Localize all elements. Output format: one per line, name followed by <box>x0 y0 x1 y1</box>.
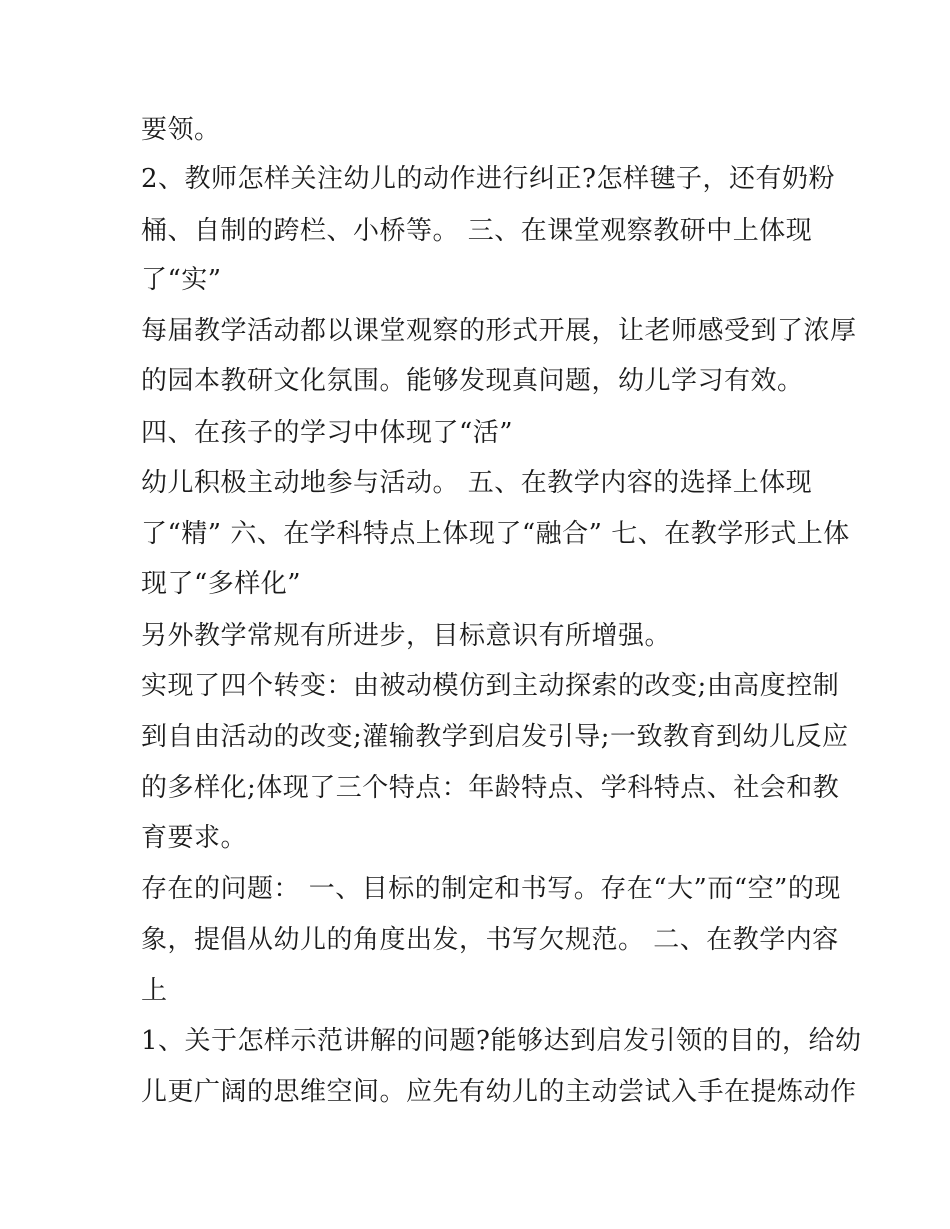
text-line: 1、关于怎样示范讲解的问题?能够达到启发引领的目的，给幼 <box>141 1026 862 1056</box>
text-line: 儿更广阔的思维空间。应先有幼儿的主动尝试入手在提炼动作 <box>141 1077 857 1107</box>
text-line: 了“实” <box>141 265 222 295</box>
text-line: 的多样化;体现了三个特点：年龄特点、学科特点、社会和教 <box>141 773 840 803</box>
text-line: 现了“多样化” <box>141 569 302 599</box>
text-line: 四、在孩子的学习中体现了“活” <box>141 418 514 448</box>
text-line: 桶、自制的跨栏、小桥等。 三、在课堂观察教研中上体现 <box>141 216 813 246</box>
text-line: 了“精” 六、在学科特点上体现了“融合” 七、在教学形式上体 <box>141 519 850 549</box>
text-line: 育要求。 <box>141 823 248 853</box>
text-line: 上 <box>141 976 168 1006</box>
text-line: 到自由活动的改变;灌输教学到启发引导;一致教育到幼儿反应 <box>141 722 849 752</box>
text-line: 2、教师怎样关注幼儿的动作进行纠正?怎样毽子，还有奶粉 <box>141 164 835 194</box>
text-line: 另外教学常规有所进步，目标意识有所增强。 <box>141 621 672 651</box>
text-line: 幼儿积极主动地参与活动。 五、在教学内容的选择上体现 <box>141 468 813 498</box>
text-line: 每届教学活动都以课堂观察的形式开展，让老师感受到了浓厚 <box>141 316 857 346</box>
text-line: 要领。 <box>141 115 221 145</box>
text-line: 象，提倡从幼儿的角度出发，书写欠规范。 二、在教学内容 <box>141 925 839 955</box>
text-line: 的园本教研文化氛围。能够发现真问题，幼儿学习有效。 <box>141 366 804 396</box>
text-line: 存在的问题： 一、目标的制定和书写。存在“大”而“空”的现 <box>141 874 841 904</box>
text-line: 实现了四个转变：由被动模仿到主动探索的改变;由高度控制 <box>141 671 840 701</box>
